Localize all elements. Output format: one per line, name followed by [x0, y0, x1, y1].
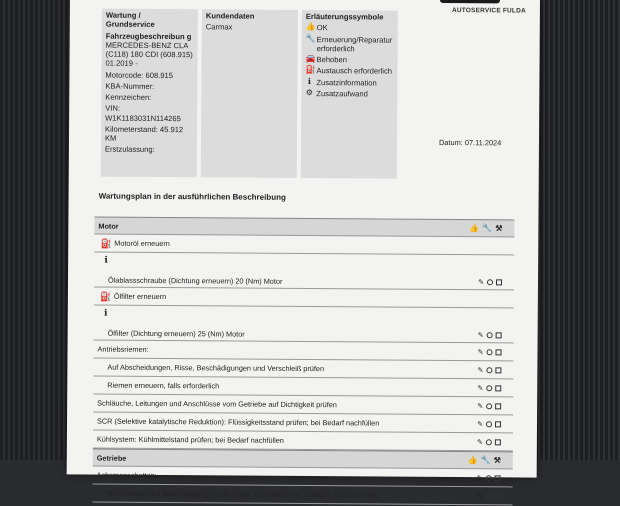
todo-checkbox[interactable] [495, 385, 501, 391]
customer-name: Carmax [205, 22, 233, 32]
document-date: Datum: 07.11.2024 [438, 137, 502, 148]
vin-label: VIN: [105, 103, 121, 113]
legend-label: Erneuerung/Reparatur erforderlich [316, 34, 393, 54]
first-registration: Erstzulassung: [104, 144, 155, 155]
tools-icon: ⚒ [495, 223, 503, 233]
row-checkboxes [478, 348, 502, 356]
row-checkboxes [477, 366, 501, 374]
ok-radio[interactable] [486, 385, 492, 391]
legend-item-fixed [306, 55, 394, 65]
legend-label: Austausch erforderlich [316, 66, 393, 76]
ok-radio[interactable] [486, 421, 492, 427]
brand-name: AUTOSERVICE FULDA [451, 7, 526, 15]
row-text: Antriebsriemen: [97, 344, 149, 354]
table-row [94, 306, 514, 344]
vin-value: W1K1183031N114265 [105, 113, 181, 123]
todo-checkbox[interactable] [495, 367, 501, 373]
legend-label: Zusatzaufwand [316, 88, 368, 99]
customer-title: Kundendaten [205, 11, 255, 21]
row-text: Manschetten auf Beschädigungen, Dichtheit, Verschleiß und richtigen Einbau prüfen [106, 488, 379, 500]
maintenance-table [92, 217, 514, 506]
wrench-icon: 🔧 [305, 33, 316, 43]
row-text: Auf Abscheidungen, Risse, Beschädigungen und Verschleiß prüfen [107, 362, 325, 374]
section-title: Motor [98, 221, 119, 231]
todo-checkbox[interactable] [496, 332, 502, 338]
ok-radio[interactable] [486, 439, 492, 445]
row-checkboxes [477, 420, 501, 428]
plan-title: Wartungsplan in der ausführlichen Beschreibung [98, 191, 286, 202]
ok-radio[interactable] [486, 367, 492, 373]
hand-ok-icon: 👍 [305, 22, 316, 32]
row-text: Ölablassschraube (Dichtung erneuern) 20 (Nm) Motor [107, 275, 283, 286]
kba-number: KBA-Nummer: [105, 81, 155, 91]
legend-item-ok [306, 23, 394, 33]
license-plate: Kennzeichen: [105, 92, 152, 102]
wrench-icon: 🔧 [480, 455, 491, 465]
row-checkboxes [477, 438, 501, 446]
row-text: Motoröl erneuern [114, 238, 170, 249]
hand-ok-icon: 👍 [467, 455, 478, 465]
edit-icon: ✎ [476, 492, 483, 500]
legend-item-extra [305, 89, 393, 99]
row-text: Achsmanschetten: [96, 470, 157, 480]
row-checkboxes [477, 474, 501, 482]
table-row [92, 485, 512, 506]
row-text: SCR (Selektive katalytische Reduktion): Flüssigkeitsstand prüfen; bei Bedarf nachfüllen [96, 416, 380, 428]
legend-title: Erläuterungssymbole [305, 12, 384, 22]
edit-icon: ✎ [478, 279, 485, 287]
todo-checkbox[interactable] [494, 493, 500, 499]
row-text: Kühlsystem: Kühlmittelstand prüfen; bei Bedarf nachfüllen [96, 434, 284, 445]
todo-checkbox[interactable] [495, 403, 501, 409]
table-row [94, 253, 514, 291]
info-icon: ℹ [104, 254, 108, 265]
replace-icon: ⛽ [305, 65, 316, 75]
header-icons [469, 224, 502, 233]
service-title-line1: Wartung / [105, 10, 141, 20]
tools-icon: ⚒ [493, 455, 501, 465]
legend-label: OK [316, 23, 328, 33]
legend-label: Zusatzinformation [316, 77, 377, 88]
edit-icon: ✎ [476, 474, 483, 482]
todo-checkbox[interactable] [495, 349, 501, 355]
vehicle-description-label: Fahrzeugbeschreibun g [105, 31, 192, 41]
legend-item-repair [306, 35, 394, 54]
ok-radio[interactable] [487, 332, 493, 338]
legend-label: Behoben [316, 55, 347, 65]
row-text: Riemen erneuern, falls erforderlich [107, 380, 220, 391]
info-icon: ℹ [104, 307, 108, 318]
replace-icon: ⛽ [100, 238, 112, 249]
edit-icon: ✎ [477, 402, 484, 410]
ok-radio[interactable] [485, 493, 491, 499]
replace-icon: ⛽ [100, 291, 112, 302]
row-checkboxes [478, 278, 502, 286]
legend-item-info [305, 78, 393, 88]
row-text: Schläuche, Leitungen und Anschlüsse vom Getriebe auf Dichtigkeit prüfen [97, 398, 337, 410]
info-icon: ℹ [307, 76, 311, 86]
row-checkboxes [477, 384, 501, 392]
car-fixed-icon: 🚘 [305, 54, 316, 64]
motorcode: Motorcode: 608.915 [105, 70, 174, 80]
ok-radio[interactable] [486, 475, 492, 481]
todo-checkbox[interactable] [496, 279, 502, 285]
edit-icon: ✎ [477, 332, 484, 340]
row-checkboxes [478, 331, 502, 339]
ok-radio[interactable] [487, 279, 493, 285]
edit-icon: ✎ [476, 438, 483, 446]
section-title: Getriebe [96, 453, 127, 463]
row-text: Ölfilter erneuern [113, 291, 167, 302]
todo-checkbox[interactable] [495, 421, 501, 427]
edit-icon: ✎ [477, 420, 484, 428]
service-title-line2: Grundservice [105, 19, 155, 30]
row-checkboxes [477, 402, 501, 410]
extra-effort-icon: ⚙ [305, 87, 313, 97]
legend-box [301, 10, 398, 179]
header-icons [468, 456, 501, 465]
todo-checkbox[interactable] [495, 475, 501, 481]
mileage: Kilometerstand: 45.912 KM [104, 124, 184, 143]
ok-radio[interactable] [486, 349, 492, 355]
edit-icon: ✎ [477, 384, 484, 392]
service-document [67, 0, 540, 500]
ok-radio[interactable] [486, 403, 492, 409]
legend-item-replace [305, 66, 393, 76]
row-checkboxes [477, 492, 501, 500]
brand-logo-bar [440, 0, 500, 3]
service-info-box [101, 9, 198, 178]
wrench-icon: 🔧 [482, 223, 493, 233]
hand-ok-icon: 👍 [469, 223, 480, 233]
todo-checkbox[interactable] [495, 439, 501, 445]
row-text: Ölfilter (Dichtung erneuern) 25 (Nm) Motor [107, 328, 245, 339]
edit-icon: ✎ [477, 348, 484, 356]
customer-box [201, 9, 298, 178]
edit-icon: ✎ [477, 366, 484, 374]
vehicle-description-value: MERCEDES-BENZ CLA (C118) 180 CDI (608.915) 01.2019 - [105, 40, 193, 69]
